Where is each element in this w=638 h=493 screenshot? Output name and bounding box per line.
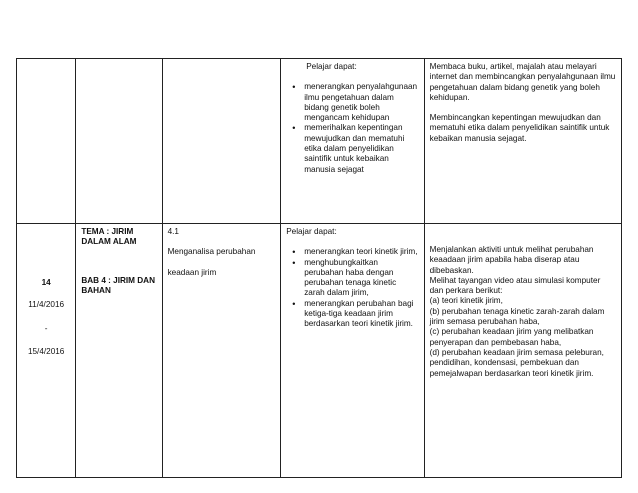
table-row	[17, 59, 622, 224]
objective-intro: Pelajar dapat:	[286, 227, 337, 236]
list-item: • menerangkan teori kinetik jirim,	[286, 247, 418, 257]
objective-list	[286, 82, 418, 175]
activity-text: (a) teori kinetik jirim,	[429, 296, 503, 306]
learning-outcome-cell	[162, 59, 281, 224]
learning-outcome-text: Menganalisa perubahan	[167, 247, 256, 257]
date-separator: -	[44, 323, 48, 333]
activity-cell	[424, 224, 621, 478]
activity-cell	[424, 59, 621, 224]
theme-cell	[76, 59, 162, 224]
week-cell	[17, 224, 76, 478]
table-row	[17, 224, 622, 478]
activity-text: Membincangkan kepentingan mewujudkan dan mematuhi etika dalam penyelidikan saintifik untuk kebaikan manusia sejagat.	[429, 113, 610, 143]
learning-outcome-number: 4.1	[167, 227, 179, 236]
chapter-text: BAB 4 : JIRIM DAN BAHAN	[81, 275, 156, 295]
objective-cell	[281, 224, 424, 478]
activity-text: Membaca buku, artikel, majalah atau melayari internet dan membincangkan penyalahgunaan ilmu pengetahuan dalam bidang genetik yang boleh kehidupan.	[429, 62, 616, 102]
list-item: • menerangkan penyalahgunaan ilmu pengetahuan dalam bidang genetik boleh mengancam kehidupan	[286, 82, 418, 123]
objective-intro: Pelajar dapat:	[306, 62, 357, 71]
date-start: 11/4/2016	[28, 300, 65, 310]
activity-text: (b) perubahan tenaga kinetic zarah-zarah dalam jirim semasa perubahan haba,	[429, 306, 605, 327]
objective-list	[286, 247, 418, 329]
theme-text: TEMA : JIRIM DALAM ALAM	[81, 227, 137, 247]
objective-cell	[281, 59, 424, 224]
lesson-plan-table	[16, 58, 622, 478]
activity-text: (c) perubahan keadaan jirim yang melibatkan penyerapan dan pembebasan haba,	[429, 327, 594, 347]
activity-text: Menjalankan aktiviti untuk melihat perubahan keaadaan jirim apabila haba diserap atau dibebaskan.	[429, 245, 594, 275]
date-end: 15/4/2016	[27, 346, 65, 356]
week-number: 14	[41, 278, 51, 287]
activity-text: (d) perubahan keadaan jirim semasa peleburan, pendidihan, kondensasi, pembekuan dan pemejalwapan berdasarkan teori kinetik jirim.	[429, 347, 604, 378]
list-item: • memerihalkan kepentingan mewujudkan dan mematuhi etika dalam penyelidikan saintifik untuk kebaikan manusia sejagat	[286, 123, 418, 174]
learning-outcome-cell	[162, 224, 281, 478]
list-item: • menghubungkaitkan perubahan haba dengan perubahan tenaga kinetic zarah dalam jirim,	[286, 258, 418, 299]
activity-text: Melihat tayangan video atau simulasi komputer dan perkara berikut:	[429, 275, 601, 296]
list-item: • menerangkan perubahan bagi ketiga-tiga keadaan jirim berdasarkan teori kinetik jirim.	[286, 299, 418, 330]
learning-outcome-text: keadaan jirim	[167, 267, 217, 277]
theme-cell	[76, 224, 162, 478]
week-cell	[17, 59, 76, 224]
